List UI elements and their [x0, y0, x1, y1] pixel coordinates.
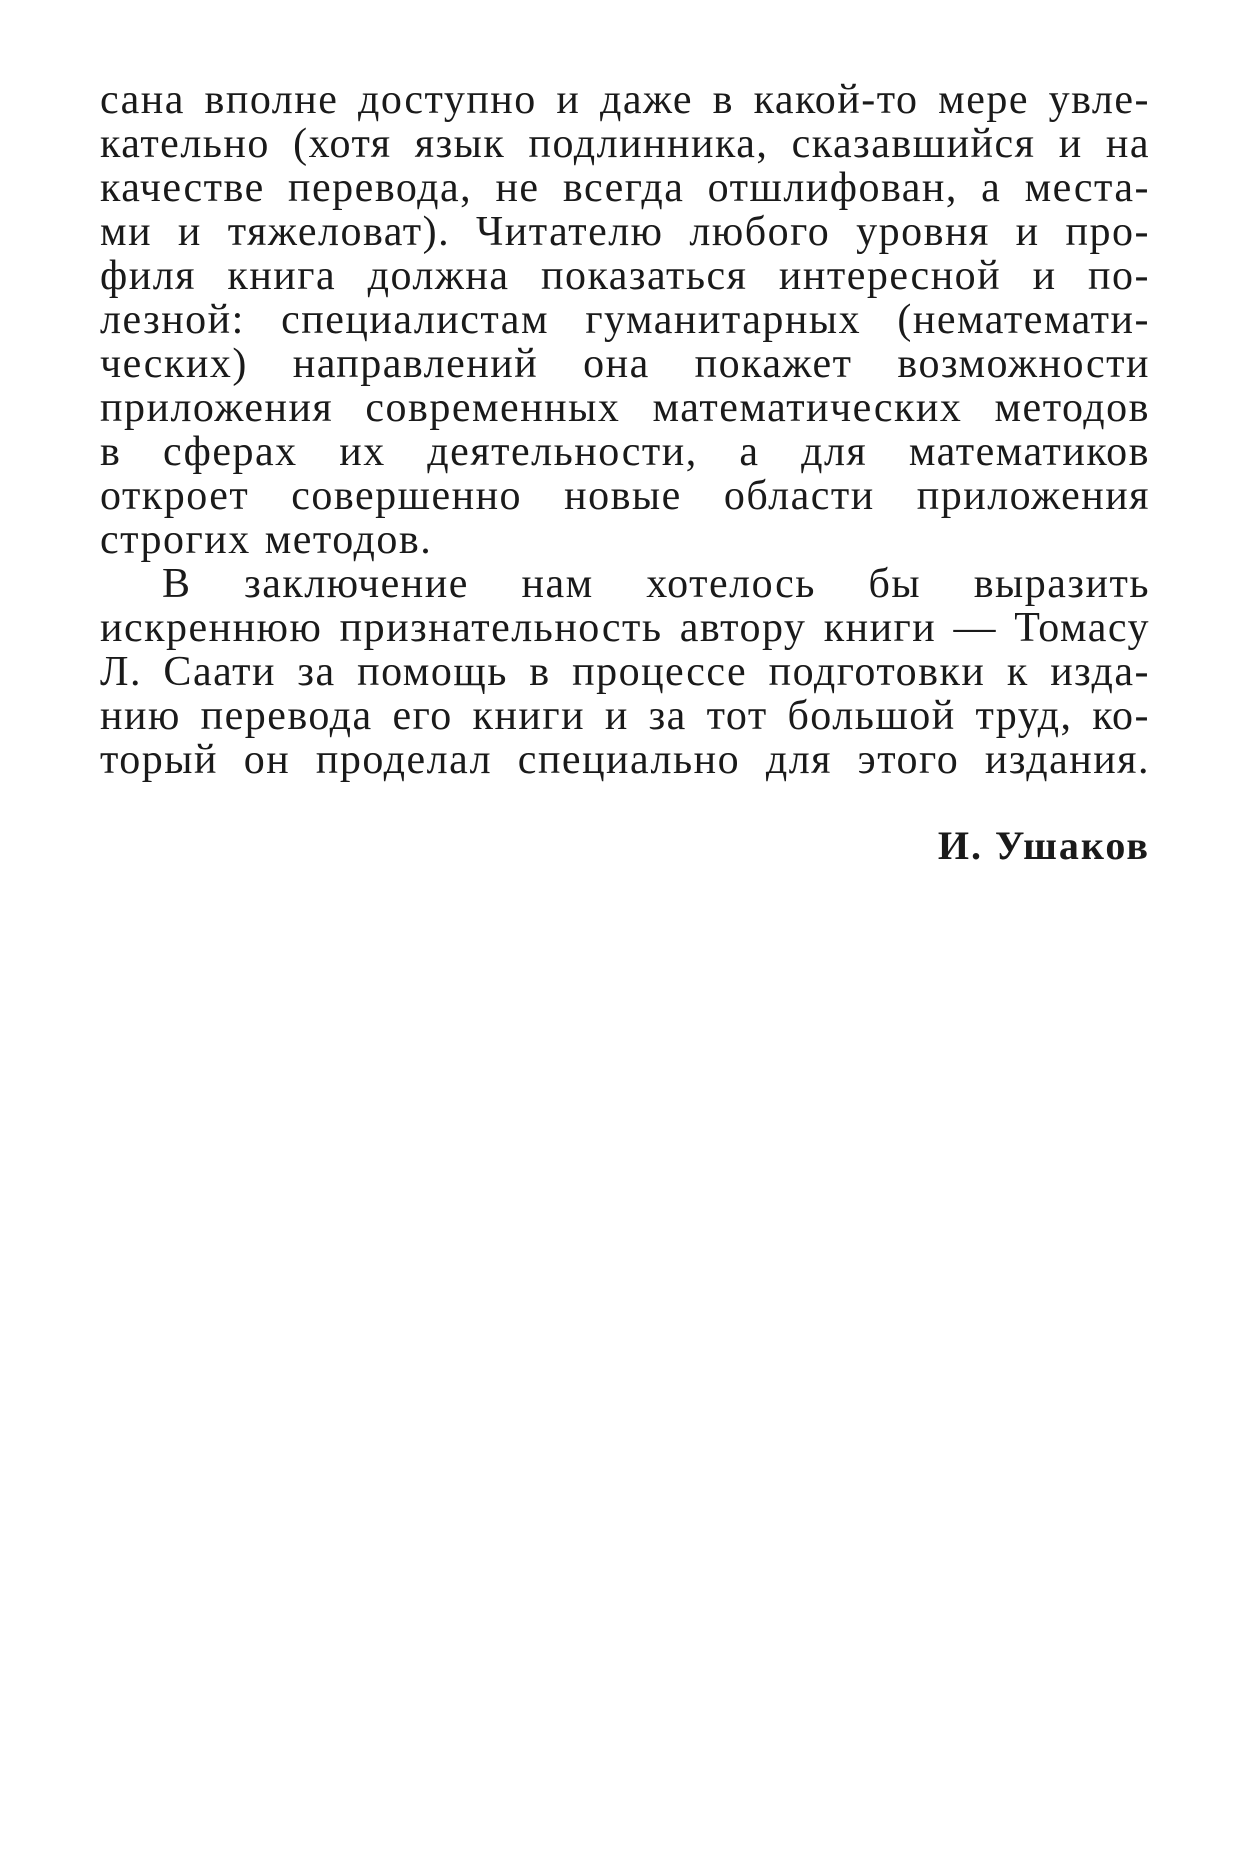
- text-line: в сферах их деятельности, а для математиков: [100, 429, 1150, 475]
- text-line: филя книга должна показаться интересной и по-: [100, 253, 1150, 299]
- text-line: сана вполне доступно и даже в какой-то мере увле-: [100, 77, 1150, 123]
- text-line: строгих методов.: [100, 517, 433, 563]
- text-line: откроет совершенно новые области приложения: [100, 473, 1150, 519]
- paragraph-2: [100, 562, 1150, 782]
- text-line: ческих) направлений она покажет возможности: [100, 341, 1150, 387]
- text-line: искреннюю признательность автору книги — Томасу: [100, 605, 1150, 651]
- text-line: кательно (хотя язык подлинника, сказавшийся и на: [100, 121, 1150, 167]
- text-line: В заключение нам хотелось бы выразить: [162, 561, 1150, 607]
- paragraph-1: [100, 78, 1150, 562]
- body-text: [100, 78, 1150, 782]
- text-line: приложения современных математических методов: [100, 385, 1150, 431]
- text-line: ми и тяжеловат). Читателю любого уровня и про-: [100, 209, 1150, 255]
- text-line: Л. Саати за помощь в процессе подготовки к изда-: [100, 649, 1150, 695]
- author-signature: И. Ушаков: [937, 823, 1150, 868]
- text-line: торый он проделал специально для этого издания.: [100, 737, 1150, 783]
- text-line: качестве перевода, не всегда отшлифован, а места-: [100, 165, 1150, 211]
- text-line: лезной: специалистам гуманитарных (нематемати-: [100, 297, 1150, 343]
- text-line: нию перевода его книги и за тот большой труд, ко-: [100, 693, 1150, 739]
